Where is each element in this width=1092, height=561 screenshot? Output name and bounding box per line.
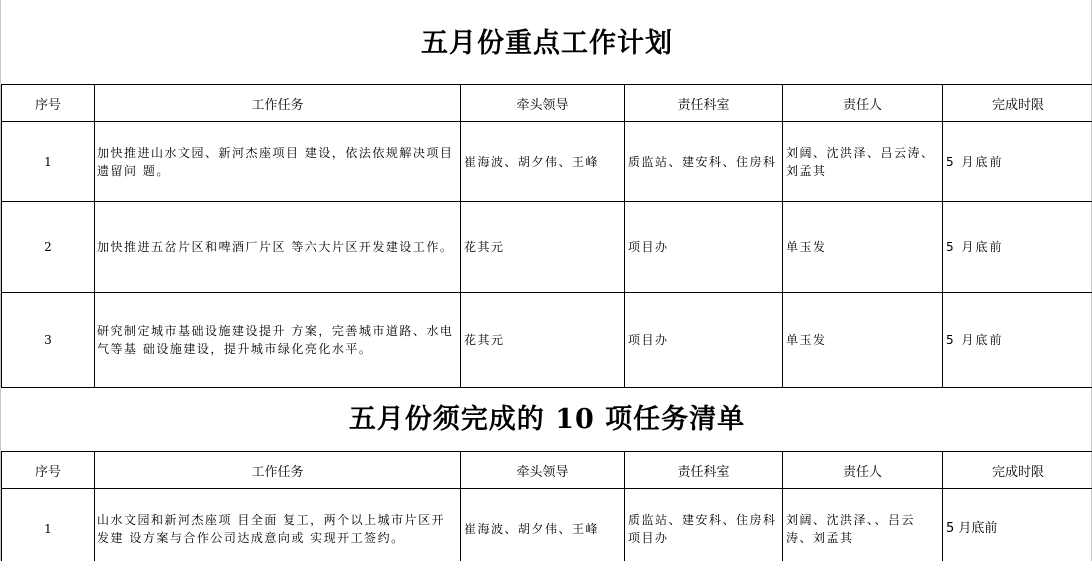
cell-index[interactable]: 1 <box>2 122 95 202</box>
header-index[interactable]: 序号 <box>2 85 95 122</box>
header-person[interactable]: 责任人 <box>783 452 943 489</box>
header-dept[interactable]: 责任科室 <box>625 452 783 489</box>
header-index[interactable]: 序号 <box>2 452 95 489</box>
header-task[interactable]: 工作任务 <box>95 452 461 489</box>
header-task[interactable]: 工作任务 <box>95 85 461 122</box>
cell-dept[interactable]: 质监站、建安科、住房科 项目办 <box>625 489 783 561</box>
section2-title: 五月份须完成的 10 项任务清单 <box>348 404 746 435</box>
cell-person[interactable]: 单玉发 <box>783 202 943 293</box>
table-row <box>2 293 1092 388</box>
task-list-table <box>1 451 1092 561</box>
cell-deadline[interactable]: 5 月底前 <box>943 122 1092 202</box>
table-row <box>2 489 1092 561</box>
table-header-row <box>2 452 1092 489</box>
section1-title: 五月份重点工作计划 <box>421 28 673 59</box>
cell-lead[interactable]: 崔海波、胡夕伟、王峰 <box>461 489 625 561</box>
header-lead[interactable]: 牵头领导 <box>461 452 625 489</box>
cell-index[interactable]: 2 <box>2 202 95 293</box>
header-person[interactable]: 责任人 <box>783 85 943 122</box>
cell-lead[interactable]: 花其元 <box>461 202 625 293</box>
header-dept[interactable]: 责任科室 <box>625 85 783 122</box>
cell-lead[interactable]: 花其元 <box>461 293 625 388</box>
cell-dept[interactable]: 质监站、建安科、住房科 <box>625 122 783 202</box>
header-lead[interactable]: 牵头领导 <box>461 85 625 122</box>
cell-person[interactable]: 刘阔、沈洪泽、吕云涛、刘孟其 <box>783 122 943 202</box>
table-row <box>2 202 1092 293</box>
table-header-row <box>2 85 1092 122</box>
cell-task[interactable]: 研究制定城市基础设施建设提升 方案，完善城市道路、水电气等基 础设施建设，提升城市绿化亮化水平。 <box>95 293 461 388</box>
cell-deadline[interactable]: 5 月底前 <box>943 489 1092 561</box>
cell-dept[interactable]: 项目办 <box>625 202 783 293</box>
cell-deadline[interactable]: 5 月底前 <box>943 202 1092 293</box>
header-deadline[interactable]: 完成时限 <box>943 452 1092 489</box>
cell-index[interactable]: 1 <box>2 489 95 561</box>
cell-task[interactable]: 加快推进五岔片区和啤酒厂片区 等六大片区开发建设工作。 <box>95 202 461 293</box>
cell-dept[interactable]: 项目办 <box>625 293 783 388</box>
cell-index[interactable]: 3 <box>2 293 95 388</box>
cell-lead[interactable]: 崔海波、胡夕伟、王峰 <box>461 122 625 202</box>
table-row <box>2 122 1092 202</box>
cell-person[interactable]: 单玉发 <box>783 293 943 388</box>
cell-person[interactable]: 刘阔、沈洪泽、、吕云涛、刘孟其 <box>783 489 943 561</box>
header-deadline[interactable]: 完成时限 <box>943 85 1092 122</box>
cell-task[interactable]: 加快推进山水文园、新河杰座项目 建设，依法依规解决项目遗留问 题。 <box>95 122 461 202</box>
work-plan-table <box>1 84 1092 388</box>
cell-task[interactable]: 山水文园和新河杰座项 目全面 复工，两个以上城市片区开发建 设方案与合作公司达成意向或 实现开工签约。 <box>95 489 461 561</box>
cell-deadline[interactable]: 5 月底前 <box>943 293 1092 388</box>
